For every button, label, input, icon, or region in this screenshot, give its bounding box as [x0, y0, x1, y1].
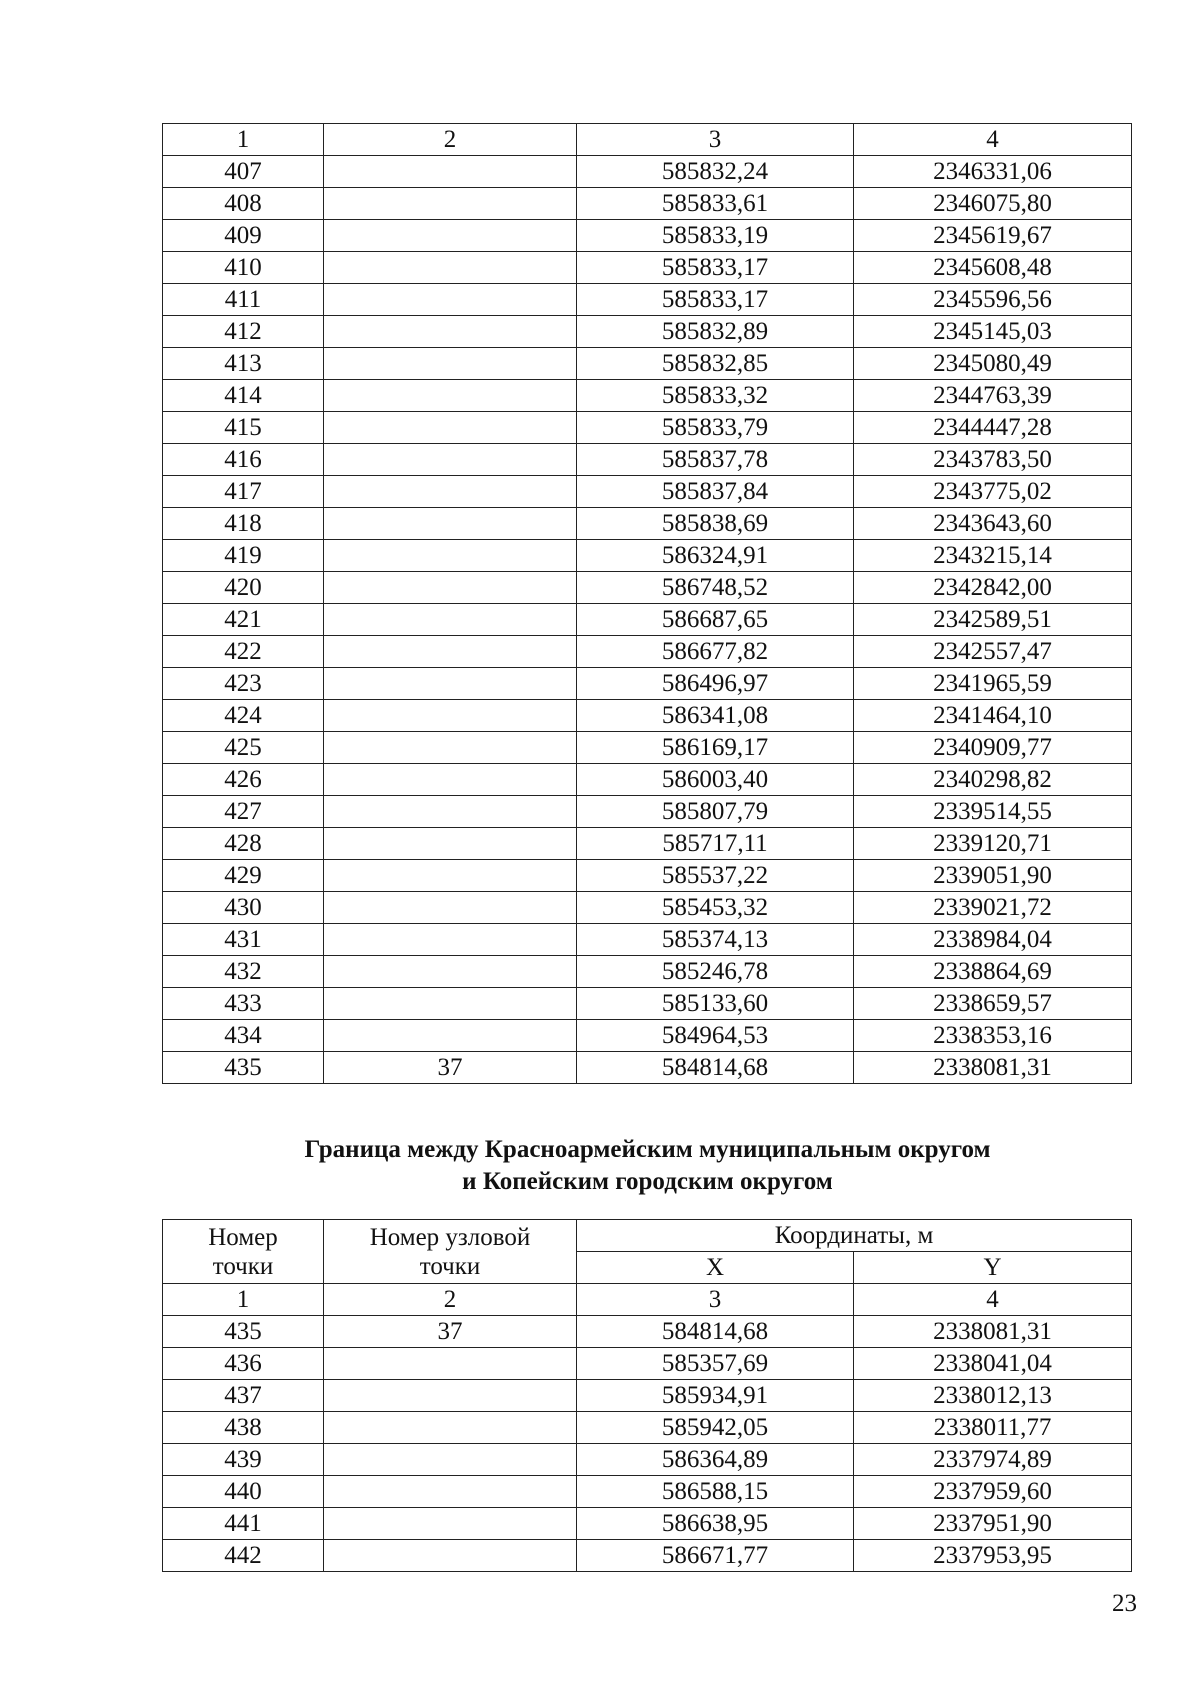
- table-row: [163, 444, 1132, 476]
- y-coordinate-cell: 2344763,39: [854, 380, 1132, 412]
- x-coordinate-cell: 586638,95: [577, 1508, 854, 1540]
- table-row: [163, 380, 1132, 412]
- x-coordinate-cell: 585133,60: [577, 988, 854, 1020]
- y-coordinate-cell: 2337951,90: [854, 1508, 1132, 1540]
- table-row: [163, 540, 1132, 572]
- point-number-cell: 419: [163, 540, 324, 572]
- node-number-cell: 37: [324, 1052, 577, 1084]
- table-row: [163, 476, 1132, 508]
- point-number-cell: 440: [163, 1476, 324, 1508]
- node-number-cell: [324, 860, 577, 892]
- table-row: [163, 1476, 1132, 1508]
- point-number-cell: 434: [163, 1020, 324, 1052]
- node-number-cell: [324, 156, 577, 188]
- y-coordinate-cell: 2345608,48: [854, 252, 1132, 284]
- y-coordinate-cell: 2338011,77: [854, 1412, 1132, 1444]
- y-coordinate-cell: 2345596,56: [854, 284, 1132, 316]
- y-coordinate-cell: 2339514,55: [854, 796, 1132, 828]
- point-number-cell: 425: [163, 732, 324, 764]
- table-row: [163, 988, 1132, 1020]
- node-number-cell: [324, 732, 577, 764]
- y-coordinate-cell: 2339021,72: [854, 892, 1132, 924]
- table-row: [163, 828, 1132, 860]
- page-number: 23: [1112, 1590, 1137, 1617]
- table-row: [163, 604, 1132, 636]
- table-row: [163, 220, 1132, 252]
- node-number-cell: [324, 348, 577, 380]
- x-coordinate-cell: 585833,79: [577, 412, 854, 444]
- x-coordinate-cell: 585833,19: [577, 220, 854, 252]
- table-row: [163, 412, 1132, 444]
- table-row: [163, 796, 1132, 828]
- y-coordinate-cell: 2338081,31: [854, 1052, 1132, 1084]
- node-number-cell: [324, 476, 577, 508]
- column-index-cell: 3: [577, 1284, 854, 1316]
- y-coordinate-cell: 2338081,31: [854, 1316, 1132, 1348]
- node-number-cell: [324, 316, 577, 348]
- point-number-cell: 417: [163, 476, 324, 508]
- y-coordinate-cell: 2338864,69: [854, 956, 1132, 988]
- x-coordinate-cell: 585833,17: [577, 284, 854, 316]
- y-coordinate-cell: 2337959,60: [854, 1476, 1132, 1508]
- node-number-cell: [324, 1540, 577, 1572]
- point-number-header-text: Номер точки: [208, 1223, 278, 1280]
- point-number-cell: 418: [163, 508, 324, 540]
- y-coordinate-cell: 2344447,28: [854, 412, 1132, 444]
- point-number-cell: 428: [163, 828, 324, 860]
- x-coordinate-cell: 586687,65: [577, 604, 854, 636]
- point-number-cell: 413: [163, 348, 324, 380]
- point-number-cell: 435: [163, 1052, 324, 1084]
- x-coordinate-cell: 584964,53: [577, 1020, 854, 1052]
- table-body: [163, 156, 1132, 1084]
- table-row: [163, 284, 1132, 316]
- column-index-cell: 1: [163, 1284, 324, 1316]
- y-coordinate-cell: 2342557,47: [854, 636, 1132, 668]
- y-coordinate-cell: 2345080,49: [854, 348, 1132, 380]
- coordinates-table-continuation: [162, 123, 1132, 1084]
- y-coordinate-cell: 2343215,14: [854, 540, 1132, 572]
- y-coordinate-cell: 2343643,60: [854, 508, 1132, 540]
- table-row: [163, 860, 1132, 892]
- node-number-cell: [324, 508, 577, 540]
- table-row: [163, 188, 1132, 220]
- table-row: [163, 1508, 1132, 1540]
- x-coordinate-cell: 586003,40: [577, 764, 854, 796]
- table-row: [163, 956, 1132, 988]
- node-number-cell: [324, 188, 577, 220]
- y-coordinate-cell: 2338012,13: [854, 1380, 1132, 1412]
- header-row: [163, 1220, 1132, 1252]
- y-coordinate-cell: 2338353,16: [854, 1020, 1132, 1052]
- y-coordinate-cell: 2340298,82: [854, 764, 1132, 796]
- point-number-cell: 442: [163, 1540, 324, 1572]
- node-number-cell: [324, 1380, 577, 1412]
- x-coordinate-cell: 586588,15: [577, 1476, 854, 1508]
- point-number-cell: 408: [163, 188, 324, 220]
- point-number-cell: 415: [163, 412, 324, 444]
- x-coordinate-cell: 585838,69: [577, 508, 854, 540]
- x-coordinate-cell: 585837,84: [577, 476, 854, 508]
- node-number-cell: [324, 412, 577, 444]
- y-coordinate-cell: 2343783,50: [854, 444, 1132, 476]
- x-coordinate-cell: 585837,78: [577, 444, 854, 476]
- section-heading-line: и Копейским городским округом: [462, 1168, 833, 1195]
- node-number-cell: [324, 1444, 577, 1476]
- column-index-cell: 2: [324, 124, 577, 156]
- x-coordinate-cell: 585832,85: [577, 348, 854, 380]
- node-number-cell: [324, 828, 577, 860]
- node-number-cell: [324, 956, 577, 988]
- point-number-header: [163, 1220, 324, 1284]
- y-coordinate-cell: 2339051,90: [854, 860, 1132, 892]
- node-number-cell: 37: [324, 1316, 577, 1348]
- y-coordinate-cell: 2345145,03: [854, 316, 1132, 348]
- column-index-cell: 4: [854, 124, 1132, 156]
- point-number-cell: 427: [163, 796, 324, 828]
- table-row: [163, 572, 1132, 604]
- point-number-cell: 433: [163, 988, 324, 1020]
- point-number-cell: 414: [163, 380, 324, 412]
- node-number-header: [324, 1220, 577, 1284]
- boundary-coordinates-table: [162, 1219, 1132, 1572]
- node-number-cell: [324, 284, 577, 316]
- table-row: [163, 892, 1132, 924]
- table-row: [163, 1316, 1132, 1348]
- point-number-cell: 429: [163, 860, 324, 892]
- point-number-cell: 421: [163, 604, 324, 636]
- node-number-cell: [324, 380, 577, 412]
- x-coordinate-cell: 586496,97: [577, 668, 854, 700]
- node-number-cell: [324, 604, 577, 636]
- node-number-cell: [324, 252, 577, 284]
- coordinates-header: Координаты, м: [577, 1220, 1132, 1252]
- node-number-cell: [324, 924, 577, 956]
- node-number-cell: [324, 1348, 577, 1380]
- x-coordinate-cell: 586364,89: [577, 1444, 854, 1476]
- x-header: X: [577, 1252, 854, 1284]
- table-row: [163, 316, 1132, 348]
- point-number-cell: 420: [163, 572, 324, 604]
- y-coordinate-cell: 2343775,02: [854, 476, 1132, 508]
- x-coordinate-cell: 586677,82: [577, 636, 854, 668]
- table-row: [163, 924, 1132, 956]
- table-row: [163, 764, 1132, 796]
- point-number-cell: 416: [163, 444, 324, 476]
- column-index-row: [163, 124, 1132, 156]
- table-row: [163, 508, 1132, 540]
- point-number-cell: 424: [163, 700, 324, 732]
- point-number-cell: 422: [163, 636, 324, 668]
- table-row: [163, 1348, 1132, 1380]
- y-coordinate-cell: 2338041,04: [854, 1348, 1132, 1380]
- y-coordinate-cell: 2346331,06: [854, 156, 1132, 188]
- table-row: [163, 1540, 1132, 1572]
- node-number-cell: [324, 636, 577, 668]
- y-coordinate-cell: 2338659,57: [854, 988, 1132, 1020]
- table-row: [163, 1444, 1132, 1476]
- x-coordinate-cell: 586671,77: [577, 1540, 854, 1572]
- table-row: [163, 1052, 1132, 1084]
- x-coordinate-cell: 585832,89: [577, 316, 854, 348]
- y-header: Y: [854, 1252, 1132, 1284]
- node-number-cell: [324, 220, 577, 252]
- table-row: [163, 1412, 1132, 1444]
- point-number-cell: 437: [163, 1380, 324, 1412]
- table-body: [163, 1316, 1132, 1572]
- y-coordinate-cell: 2346075,80: [854, 188, 1132, 220]
- table-row: [163, 1020, 1132, 1052]
- x-coordinate-cell: 585833,32: [577, 380, 854, 412]
- x-coordinate-cell: 584814,68: [577, 1316, 854, 1348]
- column-index-cell: 1: [163, 124, 324, 156]
- point-number-cell: 407: [163, 156, 324, 188]
- x-coordinate-cell: 584814,68: [577, 1052, 854, 1084]
- x-coordinate-cell: 585537,22: [577, 860, 854, 892]
- column-index-row: [163, 1284, 1132, 1316]
- x-coordinate-cell: 585832,24: [577, 156, 854, 188]
- x-coordinate-cell: 586324,91: [577, 540, 854, 572]
- point-number-cell: 410: [163, 252, 324, 284]
- node-number-cell: [324, 572, 577, 604]
- point-number-cell: 439: [163, 1444, 324, 1476]
- x-coordinate-cell: 585453,32: [577, 892, 854, 924]
- node-number-cell: [324, 796, 577, 828]
- node-number-cell: [324, 540, 577, 572]
- point-number-cell: 441: [163, 1508, 324, 1540]
- point-number-cell: 423: [163, 668, 324, 700]
- x-coordinate-cell: 585807,79: [577, 796, 854, 828]
- node-number-cell: [324, 1412, 577, 1444]
- node-number-cell: [324, 1020, 577, 1052]
- x-coordinate-cell: 586341,08: [577, 700, 854, 732]
- y-coordinate-cell: 2341965,59: [854, 668, 1132, 700]
- x-coordinate-cell: 585357,69: [577, 1348, 854, 1380]
- y-coordinate-cell: 2341464,10: [854, 700, 1132, 732]
- x-coordinate-cell: 586169,17: [577, 732, 854, 764]
- y-coordinate-cell: 2338984,04: [854, 924, 1132, 956]
- node-number-cell: [324, 988, 577, 1020]
- section-heading: [160, 1134, 1135, 1198]
- node-number-header-text: Номер узловой точки: [369, 1223, 531, 1280]
- point-number-cell: 412: [163, 316, 324, 348]
- x-coordinate-cell: 585717,11: [577, 828, 854, 860]
- table-row: [163, 700, 1132, 732]
- y-coordinate-cell: 2337953,95: [854, 1540, 1132, 1572]
- y-coordinate-cell: 2340909,77: [854, 732, 1132, 764]
- point-number-cell: 411: [163, 284, 324, 316]
- point-number-cell: 436: [163, 1348, 324, 1380]
- x-coordinate-cell: 585833,61: [577, 188, 854, 220]
- point-number-cell: 438: [163, 1412, 324, 1444]
- x-coordinate-cell: 585942,05: [577, 1412, 854, 1444]
- section-heading-line: Граница между Красноармейским муниципальным округом: [304, 1136, 991, 1163]
- node-number-cell: [324, 1476, 577, 1508]
- point-number-cell: 426: [163, 764, 324, 796]
- table-row: [163, 156, 1132, 188]
- node-number-cell: [324, 700, 577, 732]
- point-number-cell: 432: [163, 956, 324, 988]
- table-row: [163, 348, 1132, 380]
- point-number-cell: 435: [163, 1316, 324, 1348]
- x-coordinate-cell: 586748,52: [577, 572, 854, 604]
- point-number-cell: 409: [163, 220, 324, 252]
- column-index-cell: 2: [324, 1284, 577, 1316]
- node-number-cell: [324, 764, 577, 796]
- x-coordinate-cell: 585833,17: [577, 252, 854, 284]
- x-coordinate-cell: 585374,13: [577, 924, 854, 956]
- table-row: [163, 732, 1132, 764]
- y-coordinate-cell: 2342589,51: [854, 604, 1132, 636]
- y-coordinate-cell: 2339120,71: [854, 828, 1132, 860]
- node-number-cell: [324, 892, 577, 924]
- column-index-cell: 4: [854, 1284, 1132, 1316]
- point-number-cell: 430: [163, 892, 324, 924]
- point-number-cell: 431: [163, 924, 324, 956]
- table-row: [163, 668, 1132, 700]
- y-coordinate-cell: 2345619,67: [854, 220, 1132, 252]
- x-coordinate-cell: 585934,91: [577, 1380, 854, 1412]
- node-number-cell: [324, 1508, 577, 1540]
- table-row: [163, 252, 1132, 284]
- y-coordinate-cell: 2337974,89: [854, 1444, 1132, 1476]
- column-index-cell: 3: [577, 124, 854, 156]
- y-coordinate-cell: 2342842,00: [854, 572, 1132, 604]
- node-number-cell: [324, 668, 577, 700]
- x-coordinate-cell: 585246,78: [577, 956, 854, 988]
- node-number-cell: [324, 444, 577, 476]
- table-row: [163, 636, 1132, 668]
- table-row: [163, 1380, 1132, 1412]
